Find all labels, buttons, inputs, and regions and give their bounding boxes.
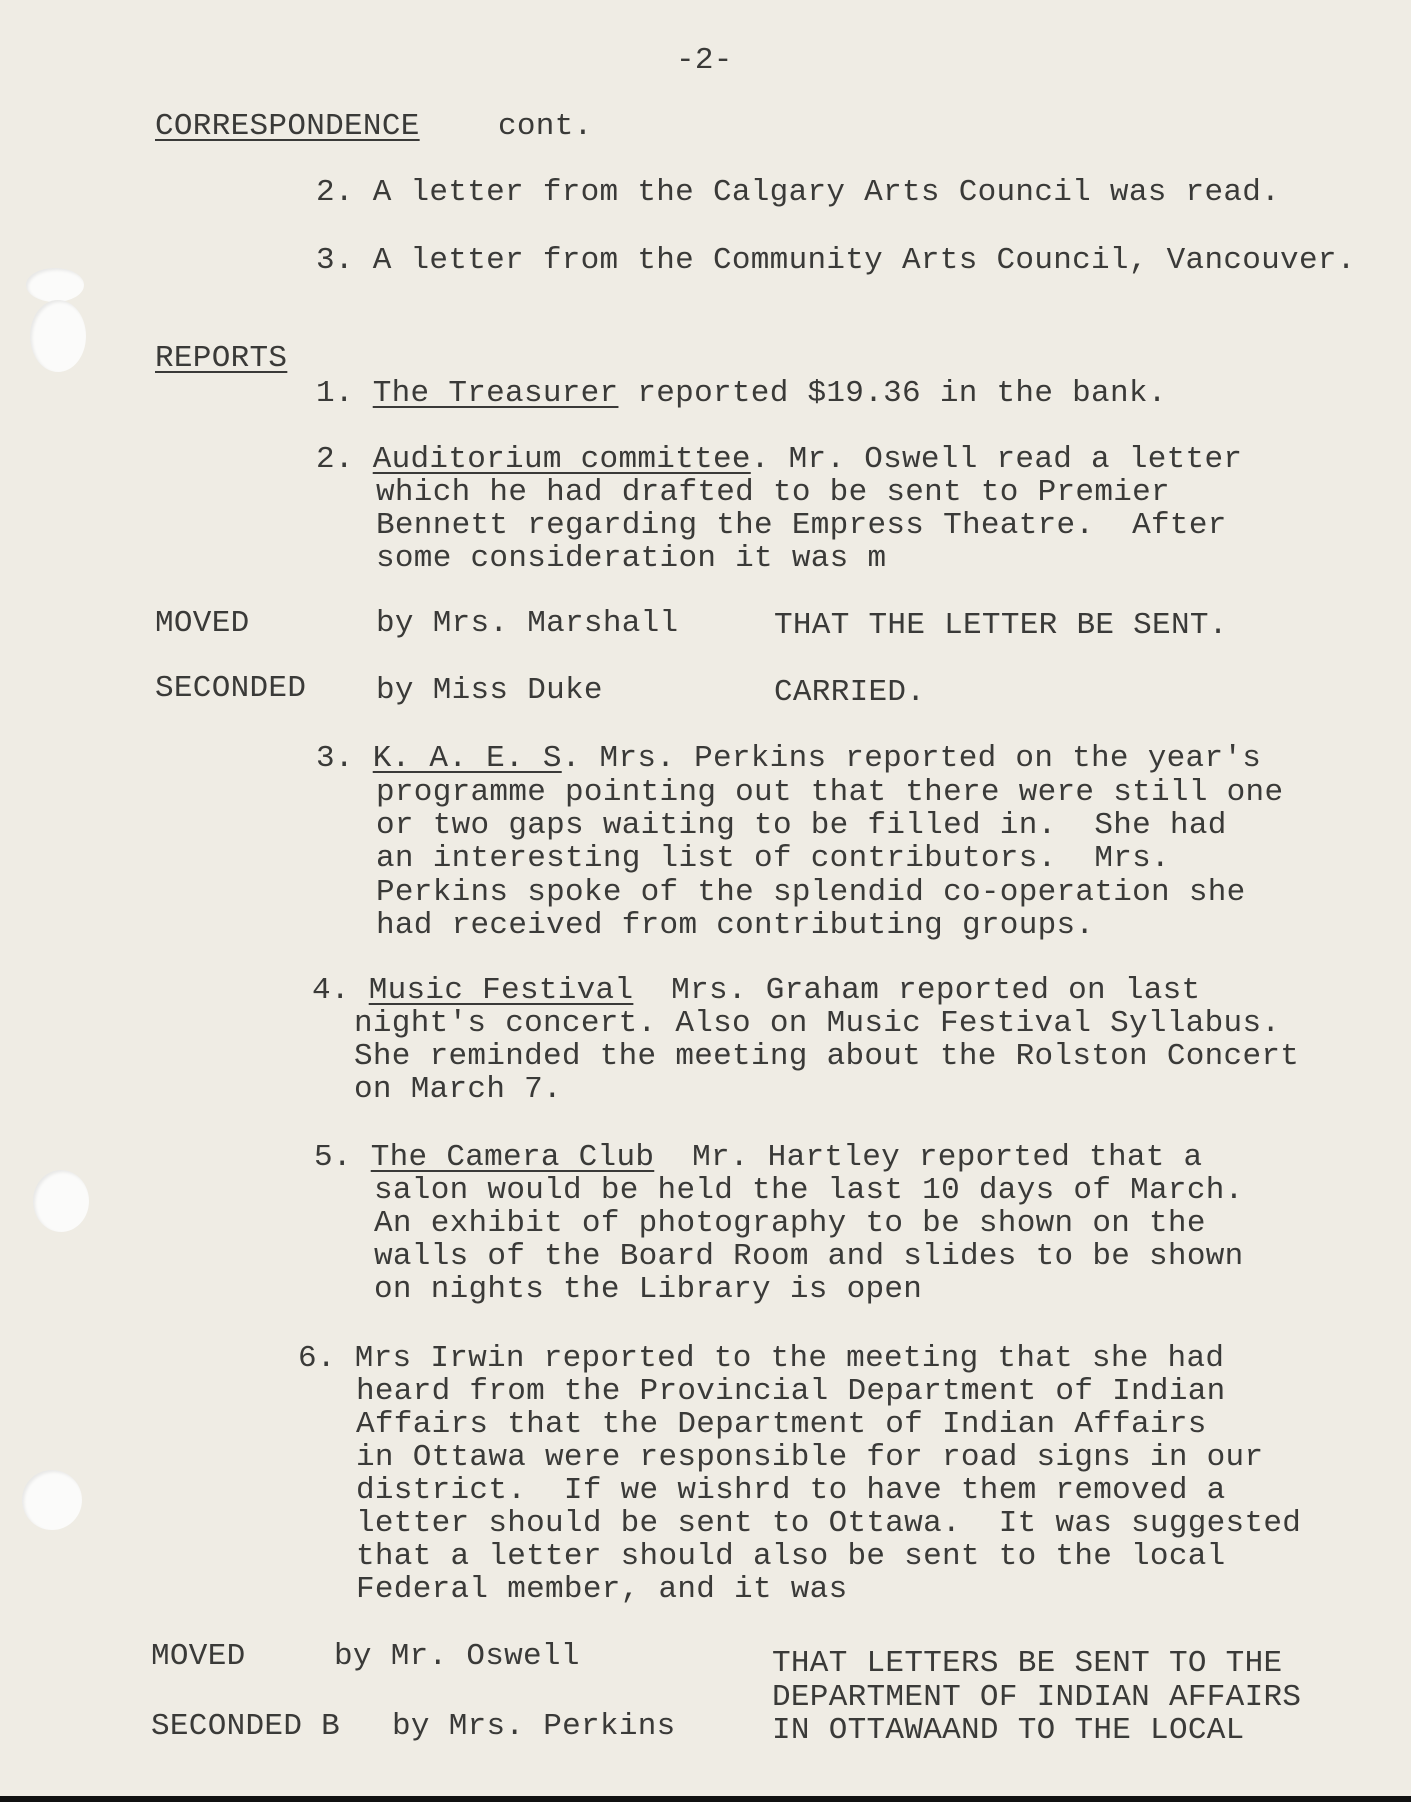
- report-6-line-1: 6. Mrs Irwin reported to the meeting that she had: [298, 1341, 1225, 1376]
- report-1-title: The Treasurer: [372, 376, 619, 411]
- report-3-number: 3.: [316, 741, 354, 776]
- report-6-line-6: letter should be sent to Ottawa. It was suggested: [356, 1506, 1302, 1541]
- report-1-text: reported $19.36 in the bank.: [618, 376, 1167, 411]
- report-3-line-3: or two gaps waiting to be filled in. She had: [376, 808, 1227, 843]
- scan-bottom-edge: [0, 1796, 1411, 1802]
- correspondence-heading: CORRESPONDENCE: [155, 109, 420, 144]
- report-6-line-4: in Ottawa were responsible for road signs in our: [356, 1440, 1264, 1475]
- report-6-line-5: district. If we wishrd to have them removed a: [356, 1473, 1226, 1508]
- report-1-number: 1.: [316, 376, 354, 411]
- motion-2-text-line-1: THAT LETTERS BE SENT TO THE: [772, 1646, 1283, 1681]
- report-5-title: The Camera Club: [370, 1140, 655, 1175]
- report-2-line-2: which he had drafted to be sent to Premier: [376, 475, 1170, 510]
- motion-1-seconded-label: SECONDED: [155, 671, 307, 706]
- report-3-line-2: programme pointing out that there were still one: [376, 775, 1284, 810]
- report-4-line-1: 4. Music Festival Mrs. Graham reported on last: [312, 973, 1201, 1008]
- report-5-line-5: on nights the Library is open: [374, 1272, 923, 1307]
- report-5-number: 5.: [314, 1140, 352, 1175]
- report-5-line-2: salon would be held the last 10 days of March.: [374, 1173, 1244, 1208]
- motion-1-seconded-by: by Miss Duke: [376, 673, 603, 708]
- report-3-line-4: an interesting list of contributors. Mrs.: [376, 841, 1170, 876]
- motion-1-moved-label: MOVED: [155, 606, 250, 641]
- report-5-line-4: walls of the Board Room and slides to be shown: [374, 1239, 1244, 1274]
- motion-2-text-line-2: DEPARTMENT OF INDIAN AFFAIRS: [772, 1680, 1302, 1715]
- report-3-line-6: had received from contributing groups.: [376, 908, 1095, 943]
- motion-2-moved-by: by Mr. Oswell: [334, 1639, 580, 1674]
- motion-2-text-line-3: IN OTTAWAAND TO THE LOCAL: [772, 1713, 1245, 1748]
- binder-hole-top: [26, 268, 84, 302]
- report-5-line-1: 5. The Camera Club Mr. Hartley reported that a: [314, 1140, 1203, 1175]
- report-1: [316, 377, 1167, 411]
- correspondence-item-2: 2. A letter from the Calgary Arts Council was read.: [316, 175, 1281, 210]
- report-4-number: 4.: [312, 973, 350, 1008]
- motion-1-result: CARRIED.: [774, 675, 926, 710]
- motion-2-moved-label: MOVED: [151, 1639, 246, 1674]
- report-4-line-4: on March 7.: [354, 1072, 562, 1107]
- report-2-line-4: some consideration it was m: [376, 541, 887, 576]
- report-6-line-2: heard from the Provincial Department of Indian: [356, 1374, 1226, 1409]
- report-4-line-2: night's concert. Also on Music Festival Syllabus.: [354, 1006, 1281, 1041]
- report-3-line-5: Perkins spoke of the splendid co-operation she: [376, 875, 1246, 910]
- motion-1-text: THAT THE LETTER BE SENT.: [774, 608, 1228, 643]
- report-6-line-7: that a letter should also be sent to the local: [356, 1539, 1226, 1574]
- report-6-line-8: Federal member, and it was: [356, 1572, 848, 1607]
- motion-2-seconded-by: by Mrs. Perkins: [392, 1709, 676, 1744]
- reports-heading: REPORTS: [155, 341, 288, 376]
- correspondence-cont: cont.: [498, 109, 593, 144]
- report-2-line-1: 2. Auditorium committee. Mr. Oswell read a letter: [316, 442, 1243, 477]
- correspondence-item-3: 3. A letter from the Community Arts Council, Vancouver.: [316, 243, 1356, 278]
- report-5-line-3: An exhibit of photography to be shown on the: [374, 1206, 1206, 1241]
- binder-hole-top-lower: [30, 300, 86, 372]
- report-2-number: 2.: [316, 442, 354, 477]
- report-6-line-3: Affairs that the Department of Indian Affairs: [356, 1407, 1207, 1442]
- report-3-line-1: 3. K. A. E. S. Mrs. Perkins reported on the year's: [316, 741, 1262, 776]
- report-4-title: Music Festival: [368, 973, 634, 1008]
- report-2-line-3: Bennett regarding the Empress Theatre. After: [376, 508, 1227, 543]
- page-number: -2-: [676, 43, 733, 78]
- report-2-title: Auditorium committee: [372, 442, 751, 477]
- report-3-title: K. A. E. S: [372, 741, 562, 776]
- motion-2-seconded-label: SECONDED B: [151, 1709, 341, 1744]
- report-4-line-3: She reminded the meeting about the Rolston Concert: [354, 1039, 1300, 1074]
- binder-hole-bottom: [22, 1470, 82, 1530]
- binder-hole-middle: [33, 1170, 89, 1232]
- motion-1-moved-by: by Mrs. Marshall: [376, 606, 679, 641]
